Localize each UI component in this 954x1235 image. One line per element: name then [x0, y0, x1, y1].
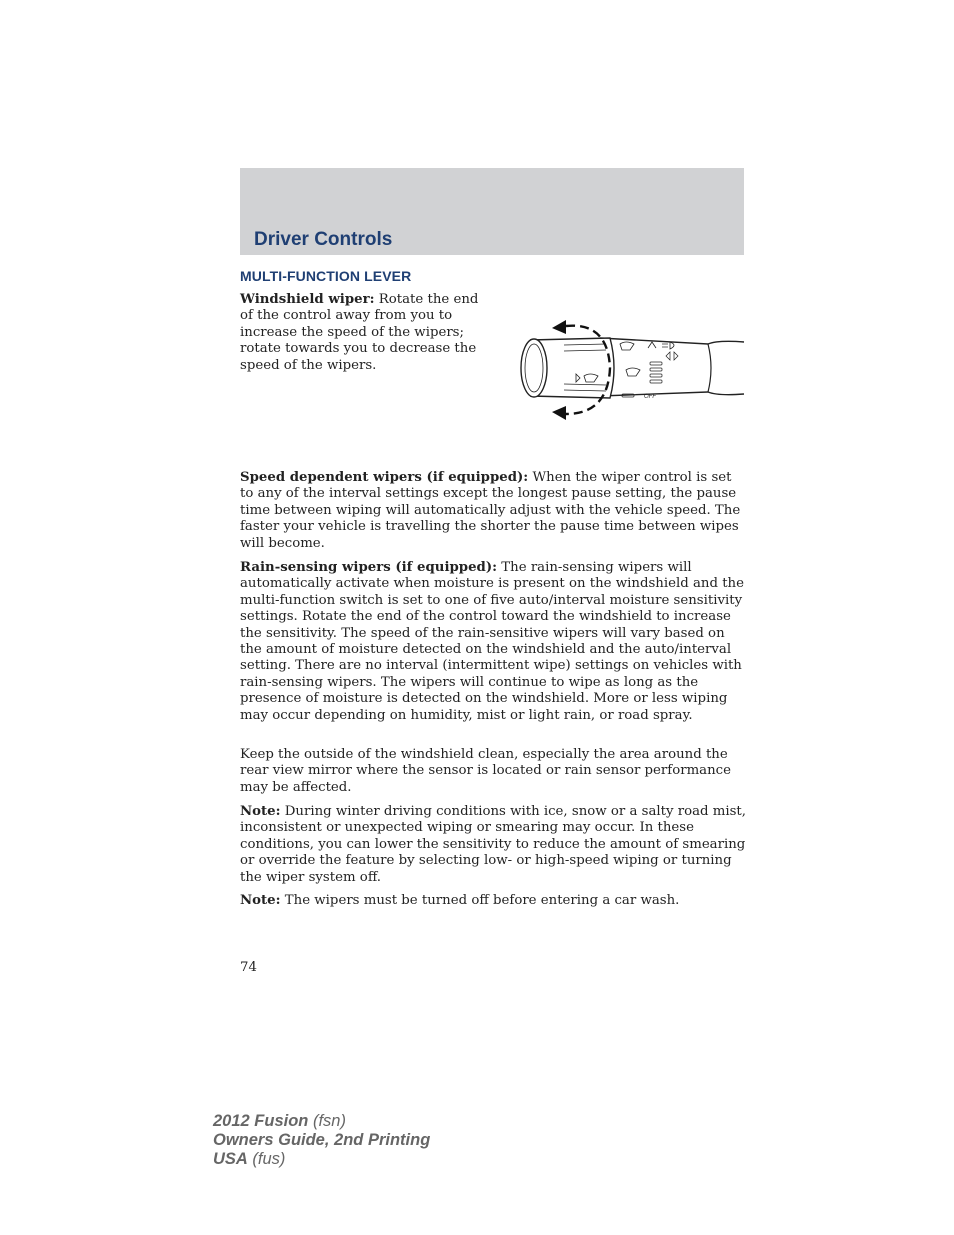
footer-market: USA	[213, 1150, 248, 1168]
car-wash-note-paragraph	[240, 893, 746, 909]
page-number: 74	[240, 960, 257, 975]
section-heading: MULTI-FUNCTION LEVER	[240, 268, 412, 284]
speed-dependent-wipers-paragraph	[240, 470, 746, 552]
wiper-lever-illustration	[518, 318, 746, 423]
paragraph-label: Note:	[240, 804, 281, 819]
paragraph-text: The wipers must be turned off before entering a car wash.	[280, 893, 680, 908]
footer-line-1	[213, 1112, 430, 1131]
header-band	[240, 168, 744, 255]
intro-text: Rotate the end of the control away from you to increase the speed of the wipers; rotate towards you to decrease the speed of the wipers.	[240, 292, 479, 373]
footer-line-2	[213, 1131, 430, 1150]
paragraph-text: Keep the outside of the windshield clean, especially the area around the rear view mirror where the sensor is located or rain sensor performance may be affected.	[240, 747, 731, 795]
windshield-clean-paragraph	[240, 747, 746, 796]
footer-market-code: (fus)	[247, 1150, 286, 1168]
footer-edition-info	[213, 1112, 430, 1169]
footer-model: 2012 Fusion	[213, 1112, 309, 1130]
intro-paragraph	[240, 292, 490, 374]
paragraph-label: Note:	[240, 893, 281, 908]
paragraph-text: During winter driving conditions with ice, snow or a salty road mist, inconsistent or unexpected wiping or smearing may occur. In these conditions, you can lower the sensitivity to reduce the amount of smearing or override the feature by selecting low- or high-speed wiping or turning the wiper system off.	[240, 804, 746, 885]
winter-note-paragraph	[240, 804, 746, 886]
paragraph-label: Rain-sensing wipers (if equipped):	[240, 560, 498, 575]
paragraph-text: The rain-sensing wipers will automatically activate when moisture is present on the windshield and the multi-function switch is set to one of five auto/interval moisture sensitivity settings. Rotate the end of the control toward the windshield to increase the sensitivity. The speed of the rain-sensitive wipers will vary based on the amount of moisture detected on the windshield and the auto/interval setting. There are no interval (intermittent wipe) settings on vehicles with rain-sensing wipers. The wipers will continue to wipe as long as the presence of moisture is detected on the windshield. More or less wiping may occur depending on humidity, mist or light rain, or road spray.	[240, 560, 744, 723]
footer-guide: Owners Guide, 2nd Printing	[213, 1131, 431, 1149]
footer-line-3	[213, 1150, 430, 1169]
footer-model-code: (fsn)	[308, 1112, 346, 1130]
intro-label: Windshield wiper:	[240, 292, 375, 307]
rain-sensing-wipers-paragraph	[240, 560, 746, 724]
off-label: OFF	[644, 394, 656, 400]
paragraph-label: Speed dependent wipers (if equipped):	[240, 470, 529, 485]
paragraph-text: When the wiper control is set to any of the interval settings except the longest pause setting, the pause time between wiping will automatically adjust with the vehicle speed. The faster your vehicle is travelling the shorter the pause time between wipes will become.	[240, 470, 741, 551]
section-title: Driver Controls	[254, 229, 393, 250]
